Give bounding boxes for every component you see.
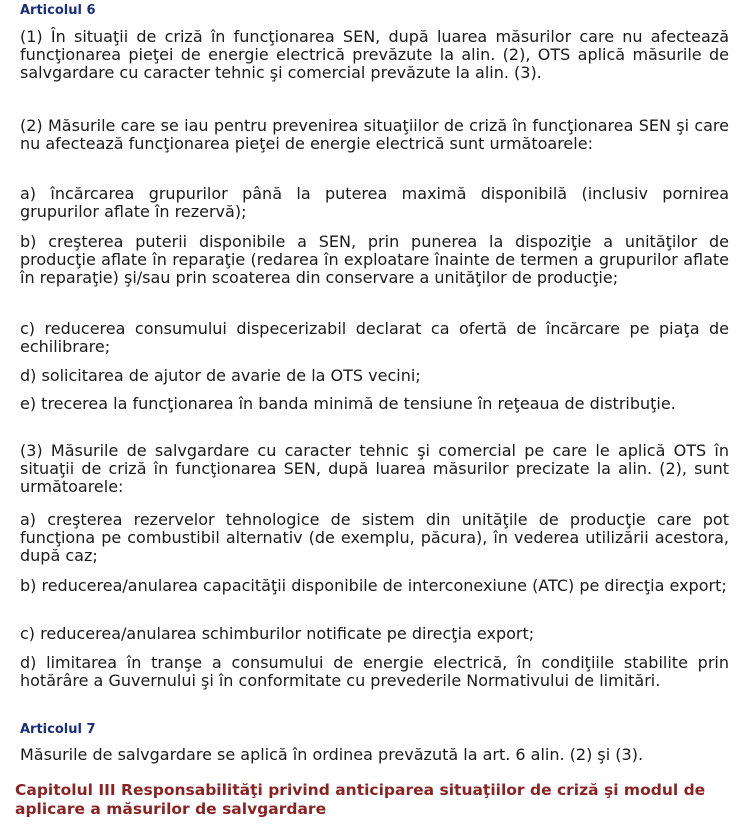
article-6-para3-item-a: a) creşterea rezervelor tehnologice de sistem din unităţile de producţie care pot funcţiona pe combustibil alternativ (de exemplu, păcura), în vederea utilizării acestora, după caz; — [20, 510, 729, 565]
article-6-para2-item-e: e) trecerea la funcţionarea în banda minimă de tensiune în reţeaua de distribuţie. — [20, 394, 676, 413]
article-7-heading: Articolul 7 — [20, 722, 96, 737]
article-6-heading: Articolul 6 — [20, 3, 96, 18]
article-6-paragraph-2: (2) Măsurile care se iau pentru prevenirea situaţiilor de criză în funcţionarea SEN şi care nu afectează funcţionarea pieţei de energie electrică sunt următoarele: — [20, 116, 729, 153]
chapter-title: Capitolul III Responsabilităţi privind anticiparea situaţiilor de criză şi modul de aplicare a măsurilor de salvgardare — [15, 781, 706, 818]
article-6-para2-item-a: a) încărcarea grupurilor până la puterea maximă disponibilă (inclusiv pornirea grupurilor aflate în rezervă); — [20, 184, 729, 221]
article-6-para3-item-c: c) reducerea/anularea schimburilor notificate pe direcţia export; — [20, 624, 535, 643]
article-6-paragraph-1: (1) În situaţii de criză în funcţionarea SEN, după luarea măsurilor care nu afectează funcţionarea pieţei de energie electrică prevăzute la alin. (2), OTS aplică măsurile de salvgardare cu caracter tehnic şi comercial prevăzute la alin. (3). — [20, 27, 729, 82]
article-6-para2-item-c: c) reducerea consumului dispecerizabil declarat ca ofertă de încărcare pe piaţa de echilibrare; — [20, 319, 729, 356]
article-7-paragraph-1: Măsurile de salvgardare se aplică în ordinea prevăzută la art. 6 alin. (2) şi (3). — [20, 745, 644, 764]
article-6-para3-item-d: d) limitarea în tranşe a consumului de energie electrică, în condiţiile stabilite prin hotărâre a Guvernului şi în conformitate cu prevederile Normativului de limitări. — [20, 653, 729, 690]
article-6-para2-item-b: b) creşterea puterii disponibile a SEN, prin punerea la dispoziţie a unităţilor de producţie aflate în reparaţie (redarea în exploatare înainte de termen a grupurilor aflate în reparaţie) şi/sau prin scoaterea din conservare a unităţilor de producţie; — [20, 232, 729, 287]
article-6-paragraph-3: (3) Măsurile de salvgardare cu caracter tehnic şi comercial pe care le aplică OTS în situaţii de criză în funcţionarea SEN, după luarea măsurilor precizate la alin. (2), sunt următoarele: — [20, 441, 729, 496]
article-6-para2-item-d: d) solicitarea de ajutor de avarie de la OTS vecini; — [20, 366, 421, 385]
article-6-para3-item-b: b) reducerea/anularea capacităţii disponibile de interconexiune (ATC) pe direcţia export; — [20, 576, 727, 595]
